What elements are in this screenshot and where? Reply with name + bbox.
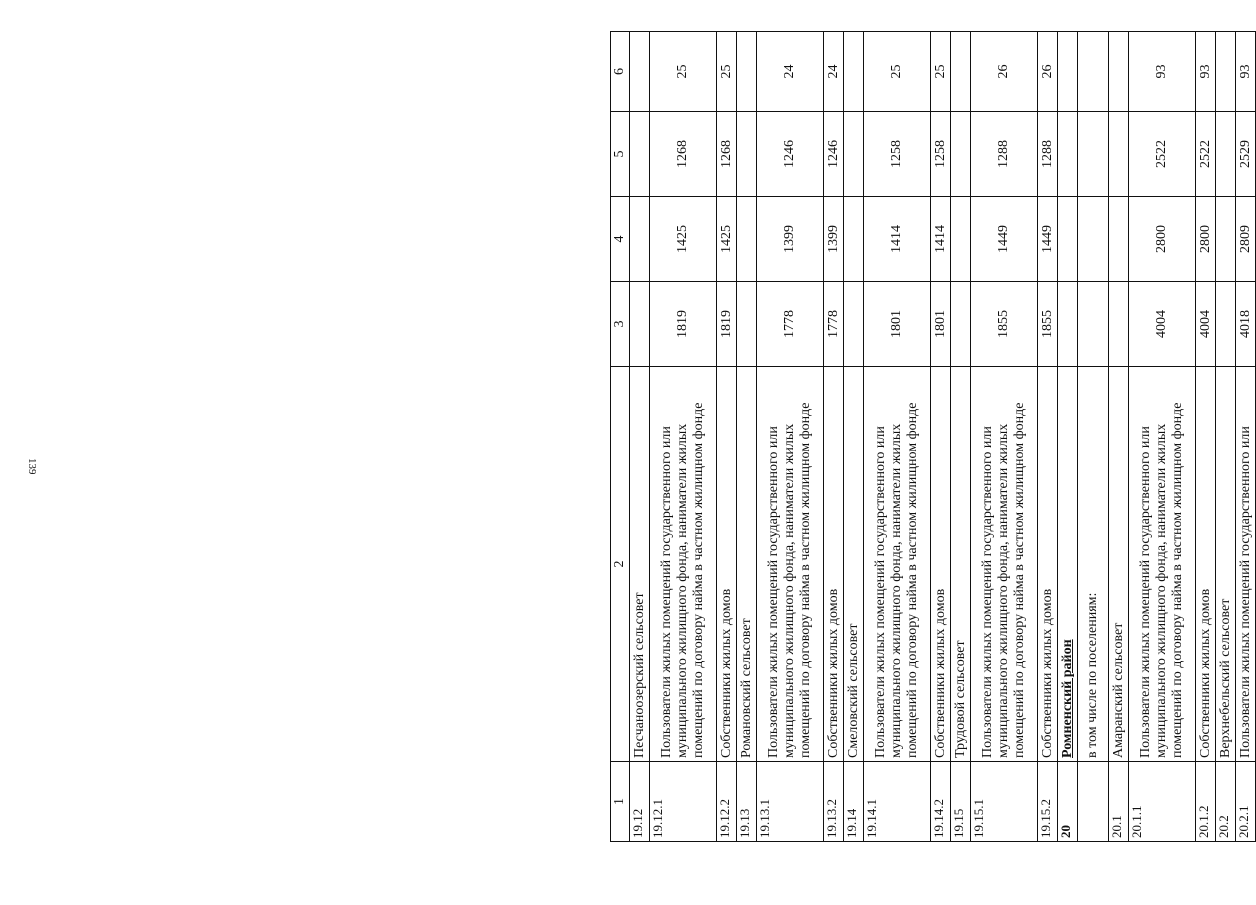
table-row	[717, 32, 737, 842]
row-code	[1078, 762, 1109, 842]
row-value	[737, 282, 757, 367]
header-cell: 6	[611, 32, 630, 112]
row-code: 19.14	[844, 762, 864, 842]
table-row	[951, 32, 971, 842]
row-name: Песчаноозерский сельсовет	[630, 367, 650, 762]
row-code: 20.1.1	[1129, 762, 1196, 842]
row-code: 19.14.2	[931, 762, 951, 842]
row-value	[1216, 32, 1236, 112]
row-name: Пользователи жилых помещений государственного или муниципального жилищного фонда, наниматели жилых помещений по договору найма в частном жилищном фонде	[864, 367, 931, 762]
row-value: 26	[971, 32, 1038, 112]
table-row	[1129, 32, 1196, 842]
row-value: 1268	[650, 112, 717, 197]
row-value	[1058, 112, 1078, 197]
table-row	[971, 32, 1038, 842]
row-value	[844, 282, 864, 367]
row-value: 1801	[931, 282, 951, 367]
row-name: Собственники жилых домов	[1038, 367, 1058, 762]
row-value: 1288	[971, 112, 1038, 197]
row-value: 26	[1038, 32, 1058, 112]
row-code: 19.13.1	[757, 762, 824, 842]
row-name: Верхнебельский сельсовет	[1216, 367, 1236, 762]
header-cell: 4	[611, 197, 630, 282]
row-value: 1288	[1038, 112, 1058, 197]
table-row	[630, 32, 650, 842]
row-name: Собственники жилых домов	[717, 367, 737, 762]
row-value: 1449	[971, 197, 1038, 282]
row-name: Амаранский сельсовет	[1109, 367, 1129, 762]
row-value	[1078, 32, 1109, 112]
row-value: 4018	[1236, 282, 1256, 367]
row-value	[737, 112, 757, 197]
row-name: Пользователи жилых помещений государственного или муниципального жилищного фонда, наниматели жилых помещений по договору найма в частном жилищном фонде	[757, 367, 824, 762]
header-cell: 1	[611, 762, 630, 842]
row-code: 20.1	[1109, 762, 1129, 842]
row-value: 25	[931, 32, 951, 112]
row-value: 2522	[1129, 112, 1196, 197]
row-value	[844, 197, 864, 282]
row-value: 1855	[1038, 282, 1058, 367]
row-value: 1268	[717, 112, 737, 197]
row-value	[951, 32, 971, 112]
row-value	[844, 112, 864, 197]
row-value	[1058, 32, 1078, 112]
table-row	[1216, 32, 1236, 842]
row-value	[1078, 282, 1109, 367]
row-value	[1216, 197, 1236, 282]
row-value: 1414	[931, 197, 951, 282]
row-value: 4004	[1129, 282, 1196, 367]
table-row	[650, 32, 717, 842]
row-value: 2809	[1236, 197, 1256, 282]
row-value: 1449	[1038, 197, 1058, 282]
row-value: 25	[717, 32, 737, 112]
row-code: 19.14.1	[864, 762, 931, 842]
row-value: 2800	[1129, 197, 1196, 282]
header-cell: 3	[611, 282, 630, 367]
table-row	[1109, 32, 1129, 842]
row-value: 93	[1236, 32, 1256, 112]
row-value: 1855	[971, 282, 1038, 367]
row-value: 1246	[757, 112, 824, 197]
row-name: Пользователи жилых помещений государственного или	[1236, 367, 1256, 762]
row-name: Романовский сельсовет	[737, 367, 757, 762]
row-value: 1258	[864, 112, 931, 197]
row-value	[1109, 282, 1129, 367]
row-value: 1819	[650, 282, 717, 367]
row-value: 24	[824, 32, 844, 112]
table-row	[824, 32, 844, 842]
row-code: 19.13.2	[824, 762, 844, 842]
row-value: 4004	[1196, 282, 1216, 367]
row-value	[1109, 197, 1129, 282]
row-value: 1778	[824, 282, 844, 367]
row-code: 19.13	[737, 762, 757, 842]
row-value	[1109, 32, 1129, 112]
header-cell: 5	[611, 112, 630, 197]
row-value: 93	[1196, 32, 1216, 112]
table-row	[1038, 32, 1058, 842]
row-value	[737, 197, 757, 282]
row-name: Ромненский район	[1058, 367, 1078, 762]
table-row	[931, 32, 951, 842]
row-name: Смеловский сельсовет	[844, 367, 864, 762]
table-row	[1078, 32, 1109, 842]
row-name: Собственники жилых домов	[1196, 367, 1216, 762]
row-name: в том числе по поселениям:	[1078, 367, 1109, 762]
row-value: 2800	[1196, 197, 1216, 282]
row-name: Пользователи жилых помещений государственного или муниципального жилищного фонда, наниматели жилых помещений по договору найма в частном жилищном фонде	[650, 367, 717, 762]
row-value: 25	[650, 32, 717, 112]
row-value	[951, 112, 971, 197]
table-row	[1058, 32, 1078, 842]
table-row	[864, 32, 931, 842]
row-value: 93	[1129, 32, 1196, 112]
rotated-table-container	[610, 32, 1253, 842]
row-code: 20.2	[1216, 762, 1236, 842]
row-code: 19.12	[630, 762, 650, 842]
row-value: 1819	[717, 282, 737, 367]
row-name: Пользователи жилых помещений государственного или муниципального жилищного фонда, наниматели жилых помещений по договору найма в частном жилищном фонде	[1129, 367, 1196, 762]
row-code: 19.15.2	[1038, 762, 1058, 842]
row-code: 19.15	[951, 762, 971, 842]
row-value: 25	[864, 32, 931, 112]
row-value	[737, 32, 757, 112]
row-value	[1216, 282, 1236, 367]
row-value	[1058, 282, 1078, 367]
row-value: 1258	[931, 112, 951, 197]
row-name: Собственники жилых домов	[931, 367, 951, 762]
table-row	[1236, 32, 1256, 842]
table-row	[757, 32, 824, 842]
tariff-table	[610, 31, 1256, 842]
row-value: 1399	[757, 197, 824, 282]
row-name: Трудовой сельсовет	[951, 367, 971, 762]
row-code: 20.2.1	[1236, 762, 1256, 842]
row-value	[1078, 112, 1109, 197]
row-code: 19.12.2	[717, 762, 737, 842]
row-code: 20.1.2	[1196, 762, 1216, 842]
row-value	[630, 112, 650, 197]
row-value: 1425	[717, 197, 737, 282]
row-value	[1109, 112, 1129, 197]
row-value: 2522	[1196, 112, 1216, 197]
table-row	[737, 32, 757, 842]
row-code: 19.15.1	[971, 762, 1038, 842]
row-value: 1425	[650, 197, 717, 282]
row-value	[630, 32, 650, 112]
row-value: 24	[757, 32, 824, 112]
row-value: 1778	[757, 282, 824, 367]
header-cell: 2	[611, 367, 630, 762]
row-value: 1246	[824, 112, 844, 197]
row-value: 1801	[864, 282, 931, 367]
row-value	[844, 32, 864, 112]
row-name: Собственники жилых домов	[824, 367, 844, 762]
table-body	[630, 32, 1256, 842]
row-value	[951, 197, 971, 282]
row-code: 19.12.1	[650, 762, 717, 842]
row-value	[1078, 197, 1109, 282]
row-code: 20	[1058, 762, 1078, 842]
row-name: Пользователи жилых помещений государственного или муниципального жилищного фонда, наниматели жилых помещений по договору найма в частном жилищном фонде	[971, 367, 1038, 762]
table-row	[844, 32, 864, 842]
row-value	[951, 282, 971, 367]
row-value	[1058, 197, 1078, 282]
row-value: 1414	[864, 197, 931, 282]
table-row	[1196, 32, 1216, 842]
row-value: 2529	[1236, 112, 1256, 197]
row-value: 1399	[824, 197, 844, 282]
header-row	[611, 32, 630, 842]
row-value	[630, 282, 650, 367]
row-value	[1216, 112, 1236, 197]
row-value	[630, 197, 650, 282]
page-number: 139	[26, 458, 38, 475]
